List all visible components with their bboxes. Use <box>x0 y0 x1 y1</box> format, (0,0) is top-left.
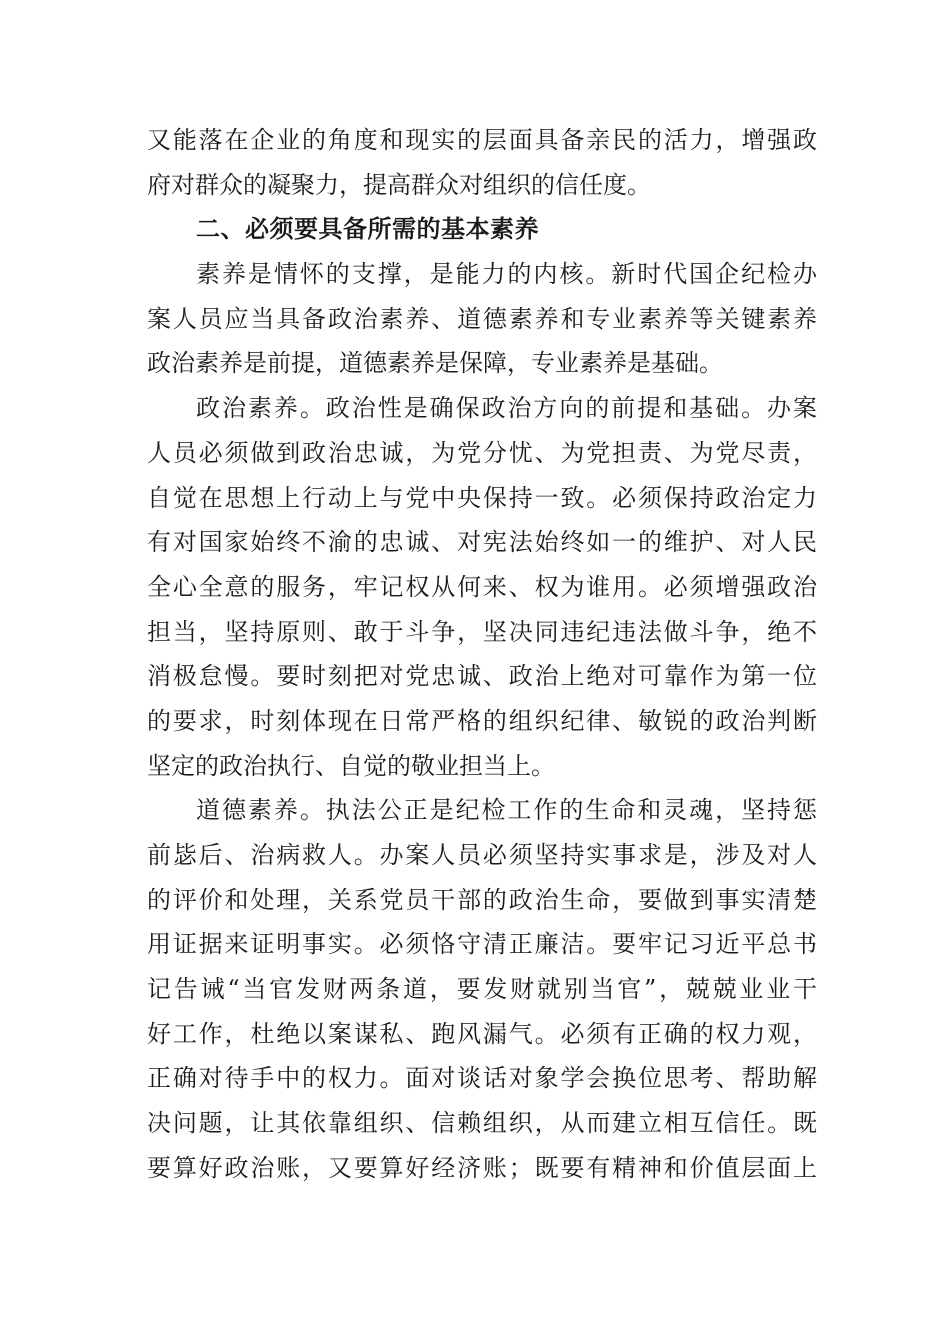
paragraph-moral <box>147 788 817 1190</box>
text-line: 全心全意的服务，牢记权从何来、权为谁用。必须增强政治 <box>147 572 817 601</box>
text-line: 人员必须做到政治忠诚，为党分忧、为党担责、为党尽责， <box>147 438 817 467</box>
text-line: 消极怠慢。要时刻把对党忠诚、政治上绝对可靠作为第一位 <box>147 662 817 691</box>
text-line: 案人员应当具备政治素养、道德素养和专业素养等关键素养 <box>147 304 817 333</box>
text-line: 道德素养。执法公正是纪检工作的生命和灵魂，坚持惩 <box>196 796 817 825</box>
section-heading <box>147 207 817 252</box>
text-line: 好工作，杜绝以案谋私、跑风漏气。必须有正确的权力观， <box>147 1019 817 1048</box>
text-line: 正确对待手中的权力。面对谈话对象学会换位思考、帮助解 <box>147 1064 817 1093</box>
section-heading-text: 二、必须要具备所需的基本素养 <box>196 215 539 244</box>
text-line: 坚定的政治执行、自觉的敬业担当上。 <box>147 751 555 780</box>
text-line: 决问题，让其依靠组织、信赖组织，从而建立相互信任。既 <box>147 1109 817 1138</box>
text-line: 要算好政治账，又要算好经济账；既要有精神和价值层面上 <box>147 1153 817 1182</box>
text-line: 担当，坚持原则、敢于斗争，坚决同违纪违法做斗争，绝不 <box>147 617 817 646</box>
text-line: 有对国家始终不渝的忠诚、对宪法始终如一的维护、对人民 <box>147 528 817 557</box>
text-line: 又能落在企业的角度和现实的层面具备亲民的活力，增强政 <box>147 126 817 154</box>
text-line: 记告诫“当官发财两条道，要发财就别当官”，兢兢业业干 <box>147 975 817 1004</box>
paragraph-continuation <box>147 118 817 207</box>
text-line: 政治素养。政治性是确保政治方向的前提和基础。办案 <box>196 394 817 423</box>
text-line: 素养是情怀的支撑，是能力的内核。新时代国企纪检办 <box>196 260 817 289</box>
text-line: 的评价和处理，关系党员干部的政治生命，要做到事实清楚 <box>147 885 817 914</box>
text-line: 用证据来证明事实。必须恪守清正廉洁。要牢记习近平总书 <box>147 930 817 959</box>
paragraph-intro <box>147 252 817 386</box>
text-line: 的要求，时刻体现在日常严格的组织纪律、敏锐的政治判断 <box>147 706 817 735</box>
text-line: 政治素养是前提，道德素养是保障，专业素养是基础。 <box>147 349 723 378</box>
text-line: 府对群众的凝聚力，提高群众对组织的信任度。 <box>147 170 651 199</box>
text-line: 自觉在思想上行动上与党中央保持一致。必须保持政治定力 <box>147 483 817 512</box>
text-line: 前毖后、治病救人。办案人员必须坚持实事求是，涉及对人 <box>147 841 817 869</box>
document-page <box>147 118 817 1191</box>
paragraph-political <box>147 386 817 788</box>
